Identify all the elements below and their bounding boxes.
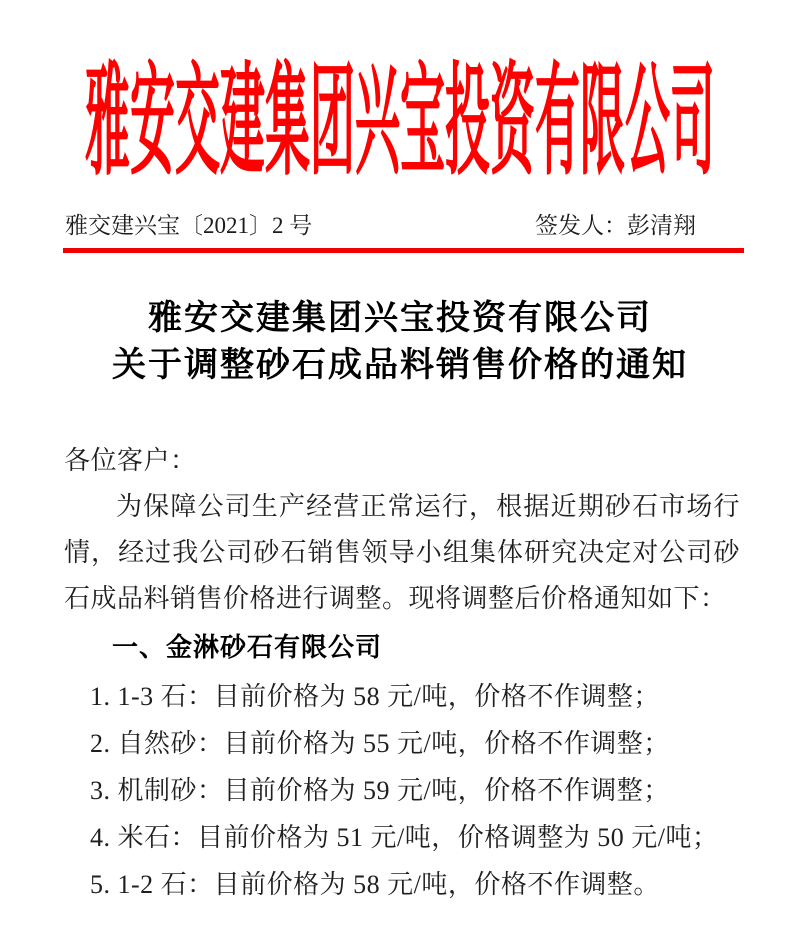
body-paragraph: 为保障公司生产经营正常运行，根据近期砂石市场行情，经过我公司砂石销售领导小组集体研究决定对公司砂石成品料销售价格进行调整。现将调整后价格通知如下： (64, 492, 740, 613)
doc-info-row (65, 211, 744, 241)
company-masthead (0, 22, 800, 198)
red-divider-rule (63, 248, 744, 253)
price-item-5: 5. 1-2 石：目前价格为 58 元/吨，价格不作调整。 (90, 870, 660, 899)
section-heading: 一、金淋砂石有限公司 (112, 632, 383, 662)
document-body (64, 438, 740, 908)
price-item-4: 4. 米石：目前价格为 51 元/吨，价格调整为 50 元/吨； (90, 823, 719, 852)
document-title (0, 295, 800, 389)
document-title-line2: 关于调整砂石成品料销售价格的通知 (112, 347, 688, 384)
issuer-field: 签发人：彭清翔 (535, 213, 696, 238)
company-masthead-text: 雅安交建集团兴宝投资有限公司 (84, 54, 715, 190)
price-item-1: 1. 1-3 石：目前价格为 58 元/吨，价格不作调整； (90, 682, 660, 711)
salutation: 各位客户： (64, 446, 197, 475)
document-title-line1: 雅安交建集团兴宝投资有限公司 (148, 300, 652, 337)
doc-number: 雅交建兴宝〔2021〕2 号 (65, 213, 313, 238)
price-item-list (64, 673, 740, 908)
price-item-3: 3. 机制砂：目前价格为 59 元/吨，价格不作调整； (90, 776, 670, 805)
price-item-2: 2. 自然砂：目前价格为 55 元/吨，价格不作调整； (90, 729, 670, 758)
